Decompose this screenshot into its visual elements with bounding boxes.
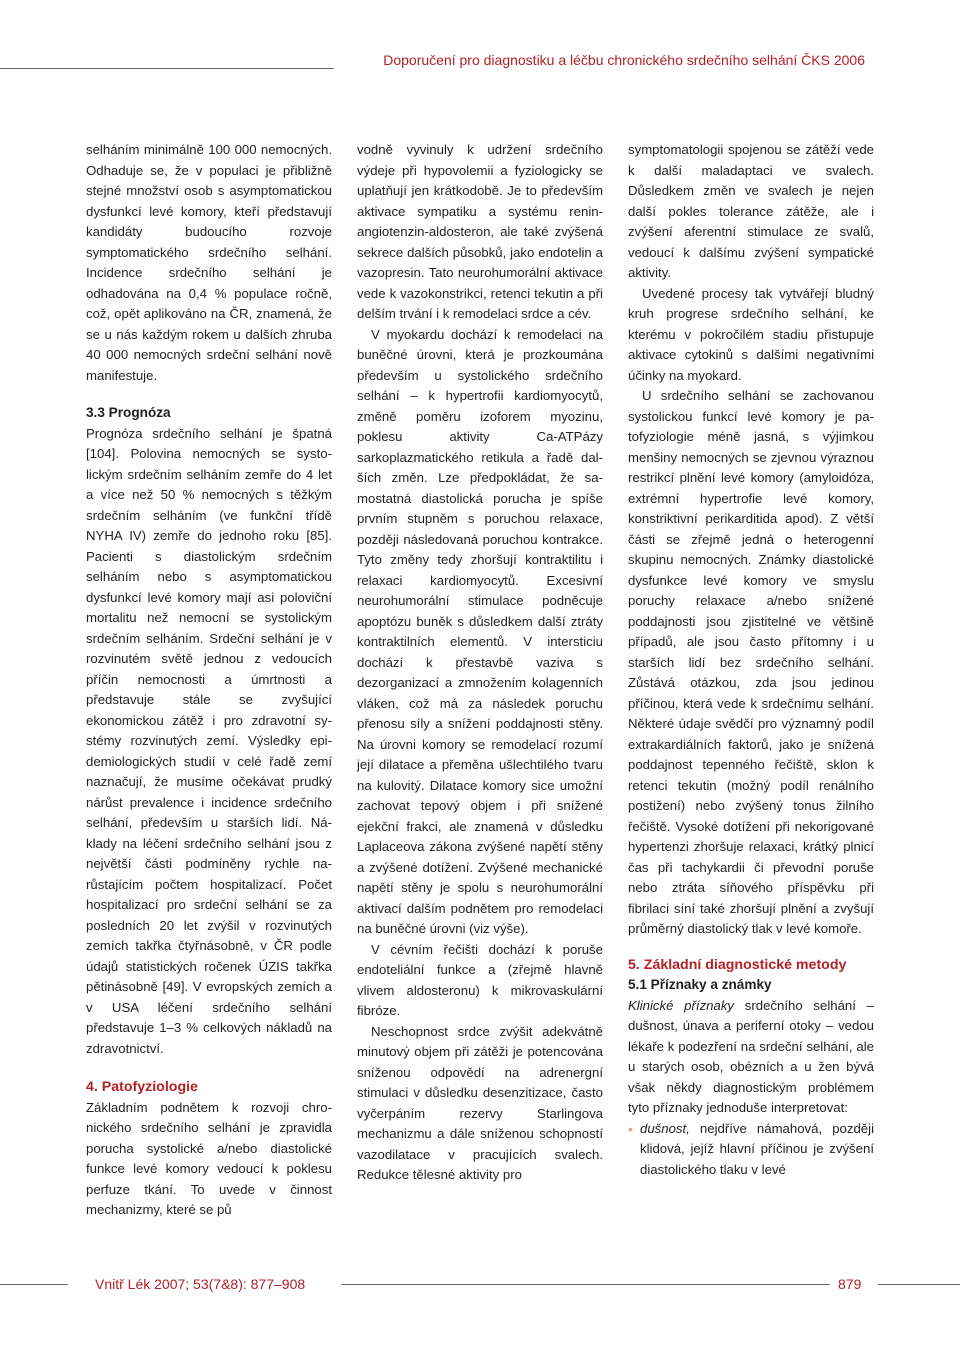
journal-citation: Vnitř Lék 2007; 53(7&8): 877–908 <box>95 1276 306 1292</box>
bullet-icon: • <box>628 1120 633 1137</box>
paragraph: selháním minimálně 100 000 nemocných. Odhaduje se, že v populaci je přibližně stejné množství osob s asymptomatickou dysfunkcí levé komory, kteří představují kandidáty budoucího rozvoje symptomatického srdečního selhání. Incidence srdečního selhání je odhadována na 0,4 % populace ročně, což, opět aplikováno na ČR, znamená, že se u nás každým rokem u dalších zhruba 40 000 nemocných srdeční selhání nově manifestuje. <box>86 142 332 383</box>
paragraph: V cévním řečišti dochází k poruše endoteliální funkce a (zřejmě hlavně vlivem aldosteronu) k mikrovaskulární fibróze. <box>357 941 603 1018</box>
column-3 <box>628 140 874 1180</box>
page-number: 879 <box>838 1276 862 1292</box>
paragraph: V myokardu dochází k remodelaci na buněčné úrovni, která je prozkoumána především u systolického srdečního selhání – k hypertrofii kardiomyocytů, změně poměru izoforem myozinu, poklesu aktivity Ca-ATPázy sarkoplazmatického retikula a řadě dalších změn. Lze předpokládat, že samostatná diastolická porucha je spíše prvním stupněm s poruchou relaxace, později následovaná poruchou kontrakce. Tyto změny tedy zhoršují kontraktilitu i relaxaci kardiomyocytů. Excesivní neurohumorální stimulace podněcuje apoptózu buněk s důsledkem další ztráty kontraktilních elementů. V intersticiu dochází k přestavbě vaziva s dezorganizací a zmnožením kolagenních vláken, což má za následek poruchu přenosu síly a snížení poddajnosti stěny. Na úrovni komory se remodelací rozumí její dilatace a přeměna ušlechtilého tvaru na kulovitý. Dilatace komory sice umožní zachovat tepový objem i při snížené ejekční frakci, ale znamená v důsledku Laplaceova zákona zvýšené napětí stěny a zvýšené dotížení. Zvýšené mechanické napětí stěny je spolu s neurohumorální aktivací dalším podnětem pro remodelaci na buněčné úrovni (viz výše). <box>357 326 603 936</box>
subsection-heading: 5.1 Příznaky a známky <box>628 977 772 992</box>
footer-rule-middle <box>341 1284 830 1285</box>
paragraph: U srdečního selhání se zachovanou systolickou funkcí levé komory je patofyziologie méně jasná, s výjimkou menšiny nemocných se zjevnou výraznou restrikcí plnění levé komory (amyloidóza, extrémní hypertrofie levé komory, konstriktivní perikarditida apod). Z větší části se zřejmě jedná o heterogenní skupinu nemocných. Známky diastolické dysfunkce levé komory ve smyslu poruchy relaxace a/nebo snížené poddajnosti jsou zjistitelné ve většině případů, ale jsou často přítomny i u starších lidí bez srdečního selhání. Zůstává otázkou, zda jsou jedinou příčinou, která vede k srdečnímu selhání. Některé údaje svědčí pro významný podíl extrakardiálních faktorů, jako je snížená poddajnost tepenného řečiště, sklon k retenci tekutin (možný podíl renálního postižení) nebo zvýšený tonus žilního řečiště. Vysoké dotížení při nekorigované hypertenzi zhoršuje relaxaci, krátký plnicí čas při tachykardii či převodní poruše nebo ztráta síňového příspěvku při fibrilaci síní také zhoršují plnění a zvyšují průměrný diastolický tlak v levé komoře. <box>628 388 874 936</box>
paragraph: Základním podnětem k rozvoji chronického srdečního selhání je zpravidla porucha systolické a/nebo diastolické funkce levé komory vedoucí k poklesu perfuze tkání. To uvede v činnost mechanizmy, které se pů <box>86 1099 332 1217</box>
bullet-text: nejdříve námahová, později klidová, jejíž hlavní příčinou je zvýšení diastolického tlaku v levé <box>640 1120 874 1177</box>
section-heading: 5. Základní diagnostické metody <box>628 956 847 973</box>
section-heading: 4. Patofyziologie <box>86 1079 198 1095</box>
italic-term: Klinické příznaky <box>628 997 735 1013</box>
paragraph: Prognóza srdečního selhání je špatná [104]. Polovina nemocných se systolickým srdečním selháním zemře do 4 let a více než 50 % nemocných s těžkým srdečním selháním (ve funkční třídě NYHA IV) zemře do jednoho roku [85]. Pacienti s diastolickým srdečním selháním nebo s asymptomatickou dysfunkcí levé komory mají asi poloviční mortalitu než nemocní se systolickým srdečním selháním. Srdeční selhání je v rozvinutém světě jednou z vedoucích příčin nemocnosti a úmrtnosti a představuje stále se zvyšující ekonomickou zátěž i pro zdravotní systémy rozvinutých zemí. Výsledky epidemiologických studií v celé řadě zemí naznačují, že musíme očekávat prudký nárůst prevalence i incidence srdečního selhání, především u starších lidí. Náklady na léčení srdečního selhání jsou z největší části podmíněny rychle narůstajícím počtem hospitalizací. Počet hospitalizací pro srdeční selhání se za posledních 20 let zvýšil v rozvinutých zemích takřka čtyřnásobně, v ČR podle údajů statistických ročenek ÚZIS takřka pětinásobně [49]. V evropských zemích a v USA léčení srdečního selhání představuje 1–3 % celkových nákladů na zdravotnictví. <box>86 425 332 1056</box>
running-title: Doporučení pro diagnostiku a léčbu chronického srdečního selhání ČKS 2006 <box>383 52 865 68</box>
paragraph: symptomatologii spojenou se zátěží vede k další maladaptaci ve svalech. Důsledkem změn ve svalech je nejen další pokles tolerance zátěže, ale i zvýšení aferentní stimulace ze svalů, vedoucí k dalšímu zvýšení sympatické aktivity. <box>628 142 874 280</box>
paragraph-text: srdečního selhání – dušnost, únava a periferní otoky – vedou lékaře k podezření na srdeční selhání, ale u starých osob, obézních a u žen bývá však někdy diagnostickým problémem tyto příznaky jednoduše interpretovat: <box>628 997 874 1115</box>
section-heading: 3.3 Prognóza <box>86 405 171 420</box>
paragraph: Neschopnost srdce zvýšit adekvátně minutový objem při zátěži je potencována sníženou odpovědí na adrenergní stimulaci v důsledku desenzitizace, často vyčerpáním rezervy Starlingova mechanizmu a dále sníženou schopností vazodilatace v pracujících svalech. Redukce tělesné aktivity pro <box>357 1023 603 1182</box>
column-2 <box>357 140 603 1186</box>
italic-term: dušnost, <box>640 1120 690 1136</box>
paragraph: vodně vyvinuly k udržení srdečního výdeje při hypovolemii a fyziologicky se uplatňují jen krátkodobě. Je to především aktivace sympatiku a systému renin-angiotenzin-aldosteron, ale také zvýšená sekrece dalších působků, jako endotelin a vazopresin. Tato neurohumorální aktivace vede k vazokonstrikci, retenci tekutin a při delším trvání i k remodelaci srdce a cév. <box>357 142 603 321</box>
paragraph: Uvedené procesy tak vytvářejí bludný kruh progrese srdečního selhání, ke kterému v pokročilém stadiu přistupuje aktivace cytokinů s dalšími negativními účinky na myokard. <box>628 285 874 383</box>
header-rule <box>0 68 334 69</box>
footer-rule-right <box>878 1284 960 1285</box>
footer-rule-left <box>0 1284 68 1285</box>
paragraph <box>628 996 874 1119</box>
bullet-item <box>628 1119 874 1181</box>
column-1 <box>86 140 332 1221</box>
